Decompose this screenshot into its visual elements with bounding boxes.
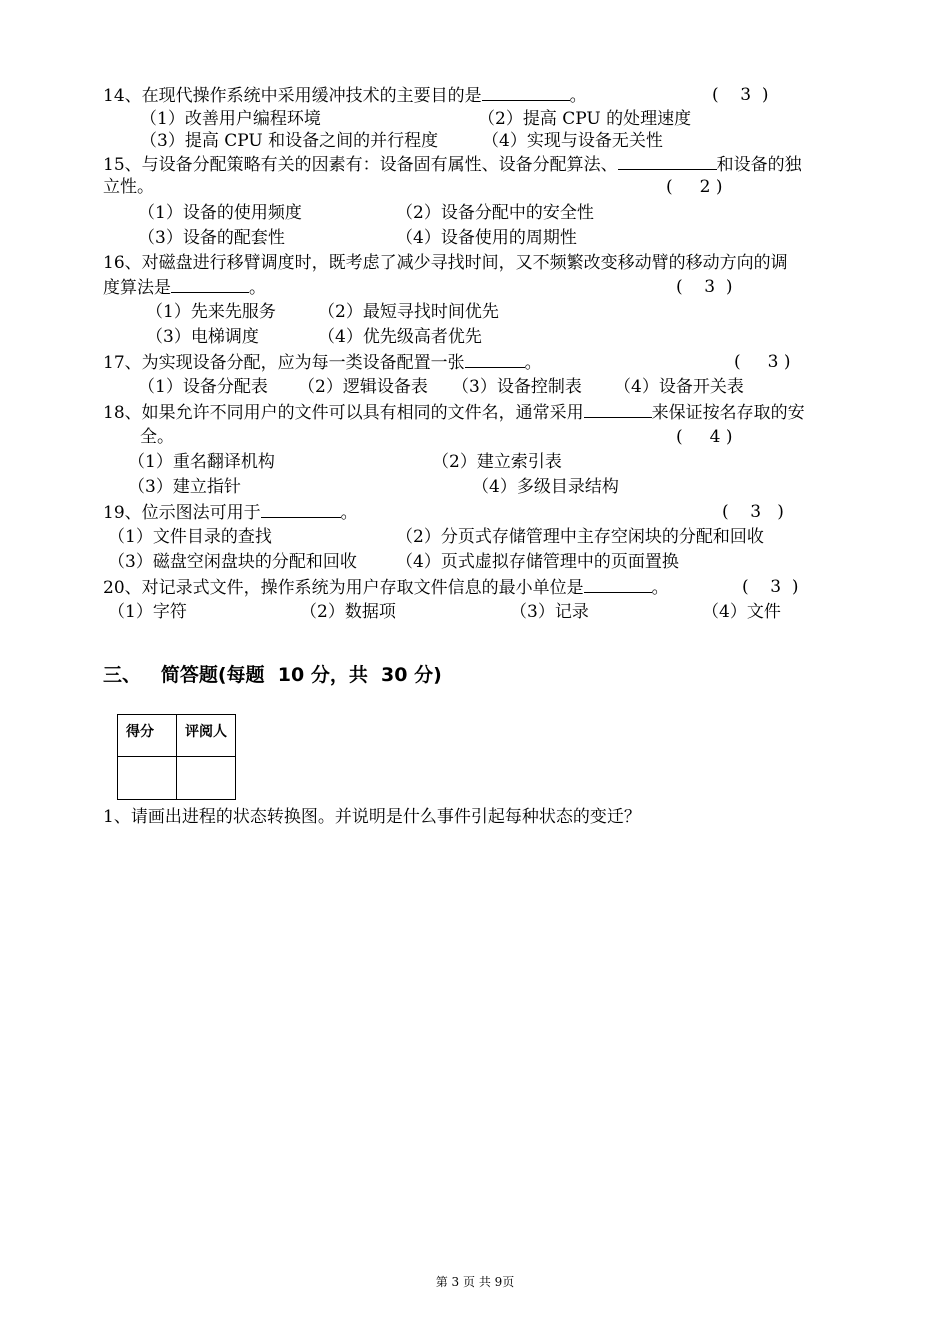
q16-option-3: （3）电梯调度 xyxy=(146,327,259,347)
q20-option-3: （3）记录 xyxy=(510,602,589,622)
q17-answer: ( 3 ) xyxy=(734,352,791,372)
q20-option-4: （4）文件 xyxy=(702,602,781,622)
q18-option-4: （4）多级目录结构 xyxy=(472,477,619,497)
section-title: 三、 简答题(每题 10 分，共 30 分) xyxy=(103,664,442,686)
q15-option-2: （2）设备分配中的安全性 xyxy=(396,203,594,223)
q17-blank xyxy=(465,351,525,368)
q15-answer: ( 2 ) xyxy=(666,177,723,197)
q19-option-2: （2）分页式存储管理中主存空闲块的分配和回收 xyxy=(396,527,764,547)
q19-stem: 19、位示图法可用于 。 xyxy=(103,503,358,523)
q20-option-1: （1）字符 xyxy=(108,602,187,622)
q18-option-3: （3）建立指针 xyxy=(128,477,241,497)
q14-option-4: （4）实现与设备无关性 xyxy=(482,131,663,151)
q15-stem: 15、与设备分配策略有关的因素有：设备固有属性、设备分配算法、 和设备的独 xyxy=(103,155,802,175)
q16-stem-cont: 度算法是 。 xyxy=(103,278,266,298)
grader-cell[interactable] xyxy=(177,757,236,800)
q15-option-4: （4）设备使用的周期性 xyxy=(396,228,577,248)
grader-header: 评阅人 xyxy=(177,715,236,757)
q17-option-1: （1）设备分配表 xyxy=(138,377,268,397)
q18-blank xyxy=(584,401,652,418)
q17-option-4: （4）设备开关表 xyxy=(614,377,744,397)
q14-option-2: （2）提高 CPU 的处理速度 xyxy=(478,109,692,129)
q15-option-1: （1）设备的使用频度 xyxy=(138,203,302,223)
q19-answer: ( 3 ) xyxy=(722,502,784,522)
q18-option-1: （1）重名翻译机构 xyxy=(128,452,275,472)
q17-option-2: （2）逻辑设备表 xyxy=(298,377,428,397)
q19-option-4: （4）页式虚拟存储管理中的页面置换 xyxy=(396,552,679,572)
page-footer: 第 3 页 共 9页 xyxy=(435,1275,515,1289)
q16-option-2: （2）最短寻找时间优先 xyxy=(318,302,499,322)
q14-blank xyxy=(482,84,570,101)
q14-stem: 14、在现代操作系统中采用缓冲技术的主要目的是 。 xyxy=(103,86,587,106)
q20-blank xyxy=(584,576,652,593)
q16-blank xyxy=(171,276,249,293)
q14-answer: ( 3 ) xyxy=(712,85,769,105)
q19-option-3: （3）磁盘空闲盘块的分配和回收 xyxy=(108,552,357,572)
q16-stem: 16、对磁盘进行移臂调度时，既考虑了减少寻找时间，又不频繁改变移动臂的移动方向的调 xyxy=(103,253,788,273)
q14-option-1: （1）改善用户编程环境 xyxy=(140,109,321,129)
q18-option-2: （2）建立索引表 xyxy=(432,452,562,472)
q17-option-3: （3）设备控制表 xyxy=(452,377,582,397)
q14-option-3: （3）提高 CPU 和设备之间的并行程度 xyxy=(140,131,439,151)
q15-option-3: （3）设备的配套性 xyxy=(138,228,285,248)
score-header: 得分 xyxy=(118,715,177,757)
q19-option-1: （1）文件目录的查找 xyxy=(108,527,272,547)
q17-stem: 17、为实现设备分配，应为每一类设备配置一张 。 xyxy=(103,353,542,373)
score-table xyxy=(117,714,236,800)
q16-option-4: （4）优先级高者优先 xyxy=(318,327,482,347)
short-answer-question-1: 1、请画出进程的状态转换图。并说明是什么事件引起每种状态的变迁？ xyxy=(103,807,641,827)
score-cell[interactable] xyxy=(118,757,177,800)
q15-blank xyxy=(618,153,717,170)
q16-option-1: （1）先来先服务 xyxy=(146,302,276,322)
q15-stem-cont: 立性。 xyxy=(103,177,154,197)
q18-stem-cont: 全。 xyxy=(140,427,174,447)
q18-answer: ( 4 ) xyxy=(676,427,733,447)
q20-stem: 20、对记录式文件，操作系统为用户存取文件信息的最小单位是 。 xyxy=(103,578,669,598)
q16-answer: ( 3 ) xyxy=(676,277,733,297)
q20-answer: ( 3 ) xyxy=(742,577,799,597)
q20-option-2: （2）数据项 xyxy=(300,602,396,622)
q19-blank xyxy=(261,501,341,518)
q18-stem: 18、如果允许不同用户的文件可以具有相同的文件名，通常采用 来保证按名存取的安 xyxy=(103,403,805,423)
